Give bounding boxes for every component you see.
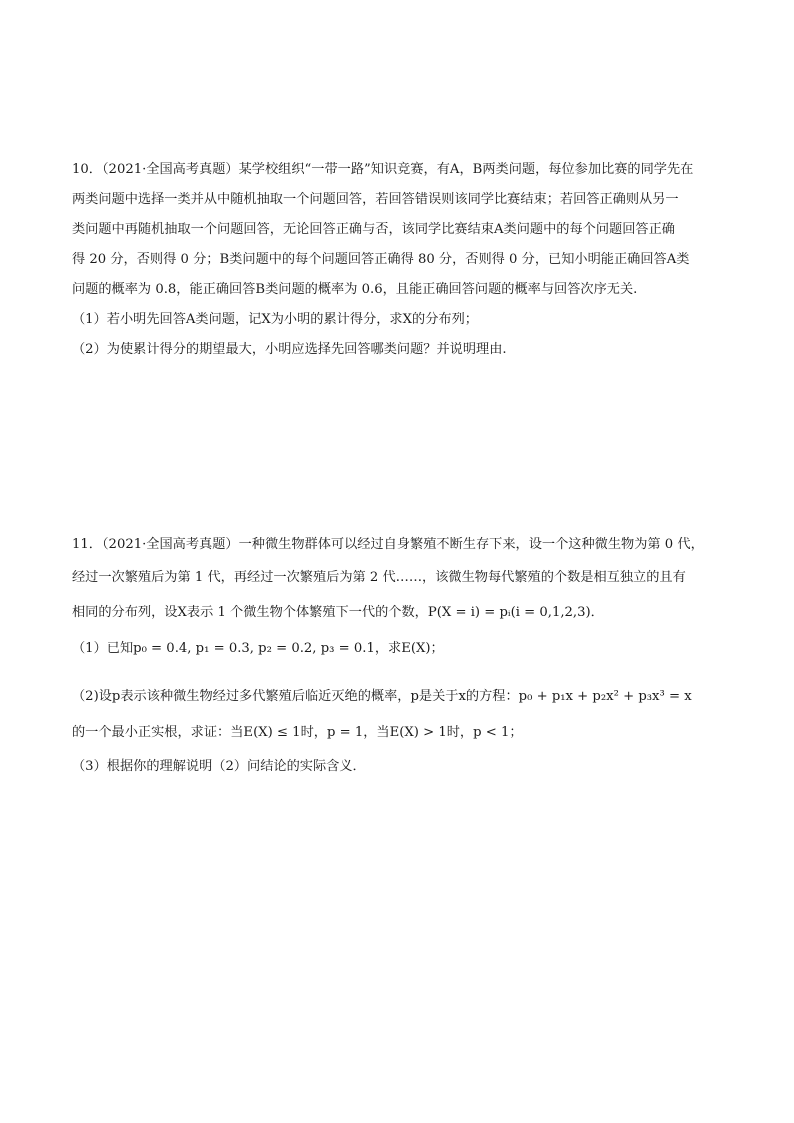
problem-10-line-3: 类问题中再随机抽取一个问题回答，无论回答正确与否，该同学比赛结束A类问题中的每个问题回答正确	[72, 222, 675, 237]
problem-11-part-2: （2)设p表示该种微生物经过多代繁殖后临近灭绝的概率，p是关于x的方程：p₀ + p₁x + p₂x² + p₃x³ = x	[72, 689, 692, 704]
problem-10-part-1: （1）若小明先回答A类问题，记X为小明的累计得分，求X的分布列；	[72, 312, 478, 327]
problem-11-line-2: 经过一次繁殖后为第 1 代，再经过一次繁殖后为第 2 代……，该微生物每代繁殖的个数是相互独立的且有	[72, 570, 686, 585]
problem-10-line-5: 问题的概率为 0.8，能正确回答B类问题的概率为 0.6，且能正确回答问题的概率与回答次序无关.	[72, 282, 638, 297]
problem-10-line-4: 得 20 分，否则得 0 分；B类问题中的每个问题回答正确得 80 分，否则得 0 分，已知小明能正确回答A类	[72, 252, 690, 267]
problem-11-line-3: 相同的分布列，设X表示 1 个微生物个体繁殖下一代的个数，P(X = i) = pᵢ(i = 0,1,2,3)．	[72, 605, 604, 620]
problem-11-line-1: 11．（2021·全国高考真题）一种微生物群体可以经过自身繁殖不断生存下来，设一个这种微生物为第 0 代，	[72, 537, 704, 552]
problem-10-line-1: 10．（2021·全国高考真题）某学校组织“一带一路”知识竞赛，有A，B两类问题，每位参加比赛的同学先在	[72, 162, 694, 177]
problem-11-part-3: （3）根据你的理解说明（2）问结论的实际含义．	[72, 759, 366, 774]
problem-10-part-2: （2）为使累计得分的期望最大，小明应选择先回答哪类问题？并说明理由.	[72, 342, 507, 357]
problem-11-part-2-cont: 的一个最小正实根，求证：当E(X) ≤ 1时，p = 1，当E(X) > 1时，p < 1；	[72, 725, 523, 740]
problem-11-part-1: （1）已知p₀ = 0.4, p₁ = 0.3, p₂ = 0.2, p₃ = 0.1，求E(X)；	[72, 641, 444, 656]
problem-10-line-2: 两类问题中选择一类并从中随机抽取一个问题回答，若回答错误则该同学比赛结束；若回答正确则从另一	[72, 192, 679, 207]
